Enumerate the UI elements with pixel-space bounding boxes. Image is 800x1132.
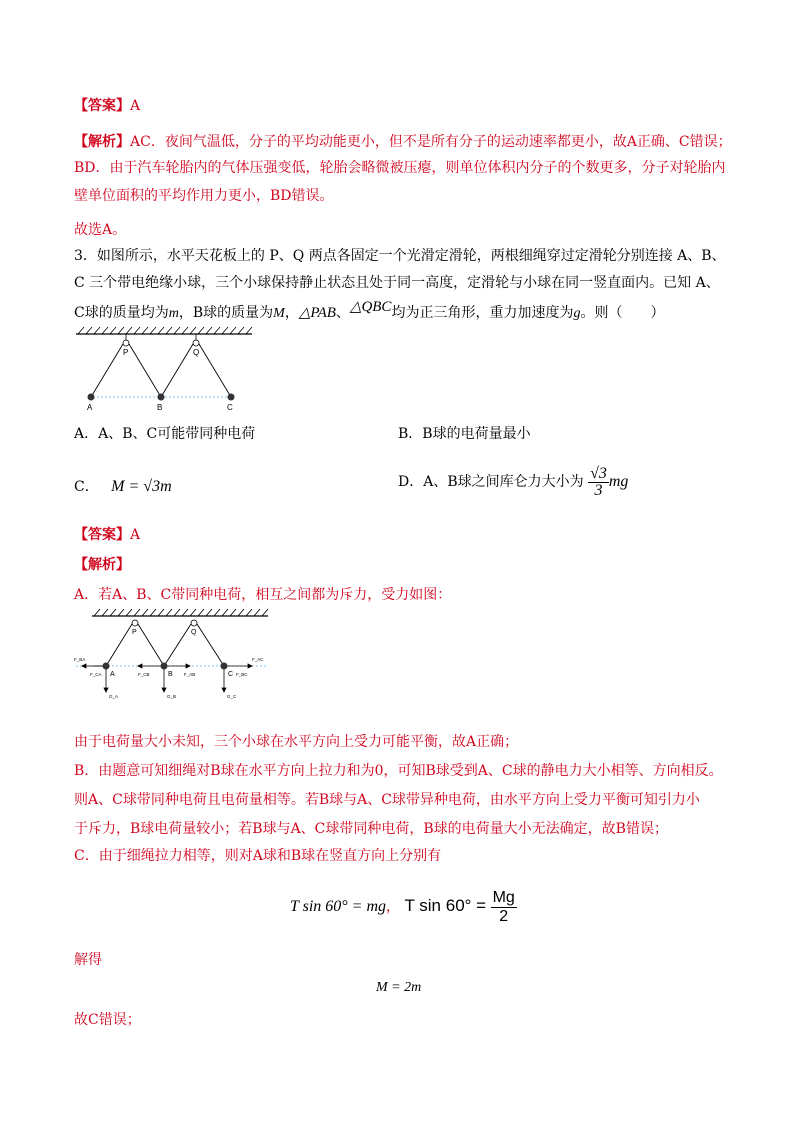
equation-1: T sin 60° = mg [290, 898, 387, 915]
q3-stem-text: C球的质量均为 [74, 305, 169, 321]
ropes [106, 624, 224, 666]
q2-answer-line [74, 96, 140, 116]
pulley-p [123, 340, 129, 346]
ball-c [221, 663, 228, 670]
ceiling-hatch [94, 609, 268, 616]
label-fab: F_AB [184, 672, 196, 677]
q3-stem-line1: 3．如图所示，水平天花板上的 P、Q 两点各固定一个光滑定滑轮，两根细绳穿过定滑轮分别连接 A、B、 [74, 248, 726, 264]
ropes [91, 344, 231, 397]
label-c: C [228, 671, 234, 678]
label-gc: G_C [227, 694, 237, 699]
ball-a [103, 663, 110, 670]
label-a: A [110, 671, 115, 678]
fraction-numerator: √3 [590, 464, 607, 482]
q3-stem-line3 [74, 299, 665, 324]
q3-answer-value: A [130, 527, 141, 543]
q3-option-b: B．B球的电荷量最小 [398, 426, 531, 442]
q3-gravity-g: g [573, 306, 581, 321]
q3-option-d-fraction [588, 466, 609, 499]
label-fcb: F_CB [138, 672, 150, 677]
q3-triangle-qbc: △QBC [349, 299, 392, 315]
q3-stem-text: 均为正三角形，重力加速度为 [391, 305, 574, 321]
q2-analysis-line3: 壁单位面积的平均作用力更小，BD错误。 [74, 188, 334, 204]
q3-analysis-b-line1: B．由题意可知细绳对B球在水平方向上拉力和为0，可知B球受到A、C球的静电力大小相等、方向相反。 [74, 763, 723, 779]
equation-2-fraction [491, 889, 517, 926]
q3-stem-text: ，B球的质量为 [178, 305, 274, 321]
fraction-denominator: 3 [594, 481, 603, 499]
pulley-p [132, 620, 138, 626]
q3-analysis-b-line3: 于斥力，B球电荷量较小；若B球与A、C球带同种电荷，B球的电荷量大小无法确定，故B错误； [74, 821, 668, 837]
q3-option-c-math: M = √3m [111, 478, 172, 495]
q3-analysis-tag: 【解析】 [74, 557, 130, 573]
q3-stem-text: 、 [335, 305, 350, 321]
q3-answer-tag: 【答案】 [74, 527, 130, 543]
equation-2-left: T sin 60° = [404, 896, 487, 915]
q3-answer-line [74, 525, 140, 545]
label-b: B [157, 403, 163, 412]
label-fac: F_AC [252, 657, 264, 662]
q2-answer-value: A [130, 98, 141, 114]
pulley-q [193, 340, 199, 346]
fraction-numerator: Mg [492, 888, 515, 906]
label-c: C [227, 403, 233, 412]
ball-b [161, 663, 168, 670]
q3-option-d-label: D．A、B球之间库仑力大小为 [398, 474, 584, 490]
q3-option-c-label: C． [74, 479, 99, 495]
q3-stem-text: 。则（ ） [580, 305, 665, 321]
q3-option-a: A．A、B、C可能带同种电荷 [74, 426, 256, 442]
q2-answer-tag: 【答案】 [74, 98, 130, 114]
ball-c [228, 394, 235, 401]
q2-analysis-line1 [74, 132, 732, 152]
q3-option-d-tail: mg [608, 473, 629, 490]
label-fbc: F_BC [236, 672, 248, 677]
ball-b [158, 394, 165, 401]
label-gb: G_B [167, 694, 177, 699]
q3-option-c [74, 477, 172, 497]
q3-figure-pulleys [76, 324, 256, 416]
equation-separator: ， [386, 899, 401, 915]
label-p: P [123, 348, 129, 357]
label-b: B [168, 671, 173, 678]
label-q: Q [193, 348, 200, 357]
q3-result: M = 2m [376, 980, 422, 995]
q3-equations [290, 886, 517, 927]
q2-conclusion: 故选A。 [74, 222, 127, 238]
label-p: P [132, 629, 137, 636]
label-fca: F_CA [90, 672, 102, 677]
q3-stem-line2: C 三个带电绝缘小球，三个小球保持静止状态且处于同一高度，定滑轮与小球在同一竖直面内。已知 A、 [74, 275, 720, 291]
label-q: Q [191, 629, 197, 636]
q3-solve-label: 解得 [74, 952, 102, 968]
q2-analysis-text1: AC．夜间气温低，分子的平均动能更小，但不是所有分子的运动速率都更小，故A正确、C错误； [130, 134, 732, 150]
q2-analysis-line2: BD．由于汽车轮胎内的气体压强变低，轮胎会略微被压瘪，则单位体积内分子的个数更多，分子对轮胎内 [74, 160, 726, 176]
q2-analysis-tag: 【解析】 [74, 134, 130, 150]
q3-triangle-pab: △PAB [298, 305, 336, 321]
q3-analysis-b-line2: 则A、C球带同种电荷且电荷量相等。若B球与A、C球带异种电荷，由水平方向上受力平衡可知引力小 [74, 792, 700, 808]
q3-c-conclusion: 故C错误； [74, 1012, 141, 1028]
label-fba: F_BA [74, 657, 86, 662]
q3-mass-m: m [168, 306, 179, 321]
q3-analysis-c-line: C．由于细绳拉力相等，则对A球和B球在竖直方向上分别有 [74, 848, 442, 864]
label-a: A [87, 403, 93, 412]
q3-mass-M: M [273, 306, 285, 321]
pulley-q [191, 620, 197, 626]
label-ga: G_A [109, 694, 119, 699]
q3-analysis-a: A．若A、B、C带同种电荷，相互之间都为斥力，受力如图： [74, 587, 452, 603]
q3-figure-forces [72, 606, 272, 706]
q3-analysis-a-conclusion: 由于电荷量大小未知，三个小球在水平方向上受力可能平衡，故A正确； [74, 734, 519, 750]
q3-stem-text: ， [284, 305, 299, 321]
ceiling-hatch [78, 327, 252, 334]
fraction-denominator: 2 [499, 907, 509, 925]
ball-a [88, 394, 95, 401]
q3-option-d [398, 462, 628, 502]
